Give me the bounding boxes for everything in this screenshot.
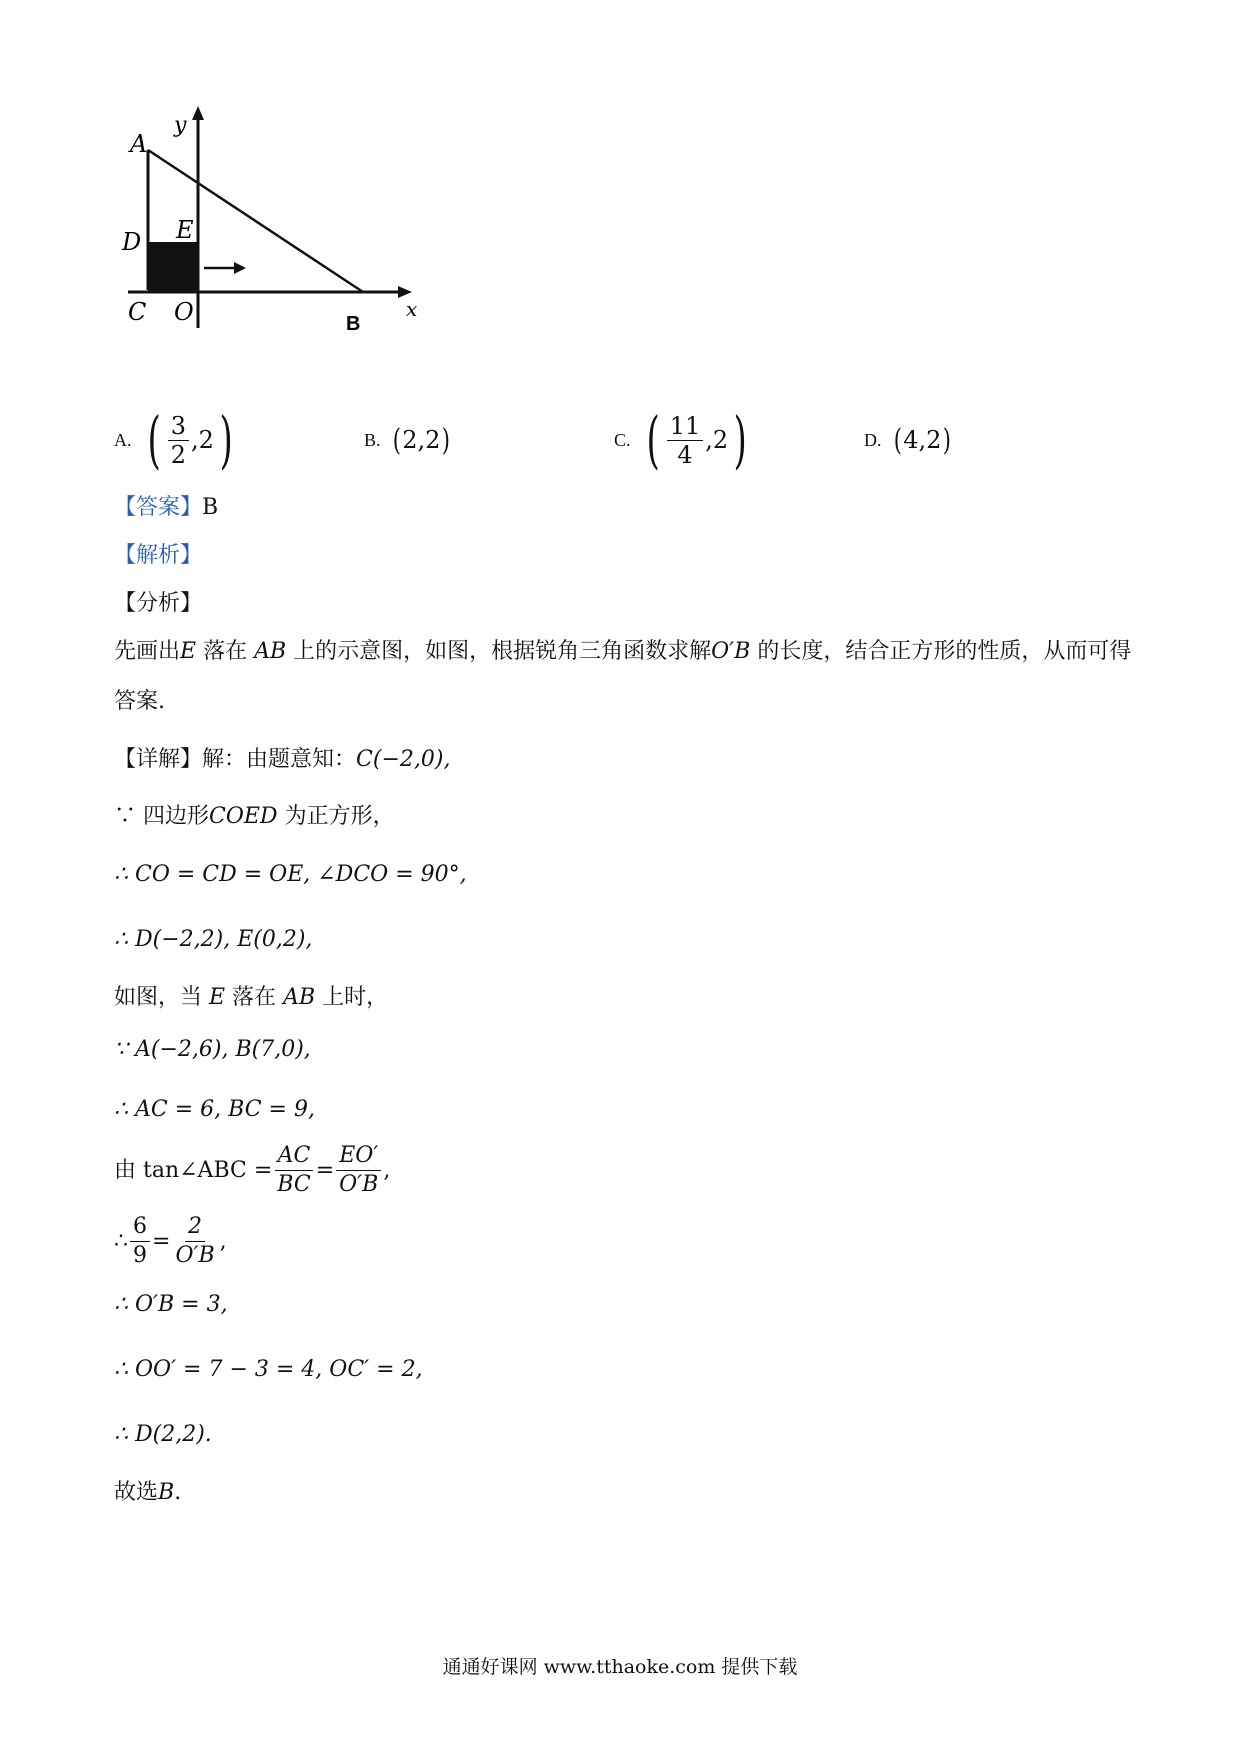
detail-line3: ∴ CO = CD = OE, ∠DCO = 90°,: [114, 862, 467, 887]
option-b-value: 2,2: [402, 426, 441, 454]
detail-line13: 故选B.: [114, 1480, 182, 1505]
label-c: C: [128, 298, 147, 326]
option-d-value: 4,2: [903, 426, 942, 454]
detail-line12: ∴ D(2,2).: [114, 1422, 212, 1447]
option-c-letter: C.: [614, 429, 631, 450]
option-d[interactable]: D. ( 4,2 ): [864, 422, 952, 458]
detail-line4: ∴ D(−2,2), E(0,2),: [114, 927, 313, 952]
fraction-ac-bc: $\frac{AC}{BC}$: [274, 1142, 313, 1199]
fraction-6-9: $\frac{6}{9}$: [130, 1213, 150, 1270]
option-c[interactable]: C. ( $\frac{11}{4}$ ,2 ): [614, 403, 747, 476]
answer-tag: 【答案】: [114, 495, 203, 520]
option-a-letter: A.: [114, 429, 132, 450]
move-arrow-head: [234, 262, 246, 274]
option-c-fraction: $\frac{11}{4}$: [667, 412, 704, 469]
fenxi-tag: 【分析】: [114, 591, 203, 616]
analysis-tag: 【解析】: [114, 543, 203, 568]
y-axis-arrow: [192, 106, 204, 120]
detail-line2: ∵ 四边形COED 为正方形，: [114, 804, 395, 829]
detail-line11: ∴ OO′ = 7 − 3 = 4, OC′ = 2,: [114, 1357, 423, 1382]
label-a: A: [130, 130, 148, 158]
answer-line: [114, 493, 218, 523]
detail-line1: 【详解】解：由题意知：C(−2,0),: [114, 747, 451, 772]
detail-line5: 如图，当 E 落在 AB 上时，: [114, 985, 389, 1010]
detail-tag: 【详解】: [114, 747, 203, 772]
detail-line8: 由 tan∠ABC = $\frac{AC}{BC}$ = $\frac{EO'}{O'B}$ ,: [114, 1143, 391, 1197]
detail-line7: ∴ AC = 6, BC = 9,: [114, 1097, 315, 1122]
answer-value: B: [202, 495, 219, 520]
option-b-letter: B.: [364, 429, 381, 450]
option-a-fraction: $\frac{3}{2}$: [168, 412, 189, 469]
square-coed: [148, 242, 198, 292]
detail-line6: ∵ A(−2,6), B(7,0),: [114, 1037, 311, 1062]
fraction-eo-ob: $\frac{EO'}{O'B}$: [336, 1142, 381, 1199]
label-o: O: [174, 298, 194, 326]
fenxi-text-line1: 先画出E 落在 AB 上的示意图，如图，根据锐角三角函数求解O′B 的长度，结合正方形的性质，从而可得: [114, 639, 1132, 664]
fraction-2-ob: $\frac{2}{O'B}$: [175, 1214, 215, 1268]
footer-text: 通通好课网 www.tthaoke.com 提供下载: [442, 1656, 798, 1678]
detail-line10: ∴ O′B = 3,: [114, 1292, 228, 1317]
option-b[interactable]: B. ( 2,2 ): [364, 422, 451, 458]
fenxi-text-line2: 答案.: [114, 689, 165, 714]
label-d: D: [122, 228, 142, 256]
option-d-letter: D.: [864, 429, 882, 450]
label-x: x: [406, 297, 418, 321]
detail-line9: ∴ $\frac{6}{9}$ = $\frac{2}{O'B}$ ,: [114, 1214, 227, 1268]
coordinate-figure: [122, 110, 468, 370]
label-b: B: [346, 313, 361, 335]
label-y: y: [174, 113, 187, 138]
option-a[interactable]: A. ( $\frac{3}{2}$ ,2 ): [114, 403, 233, 476]
label-e: E: [176, 216, 194, 244]
